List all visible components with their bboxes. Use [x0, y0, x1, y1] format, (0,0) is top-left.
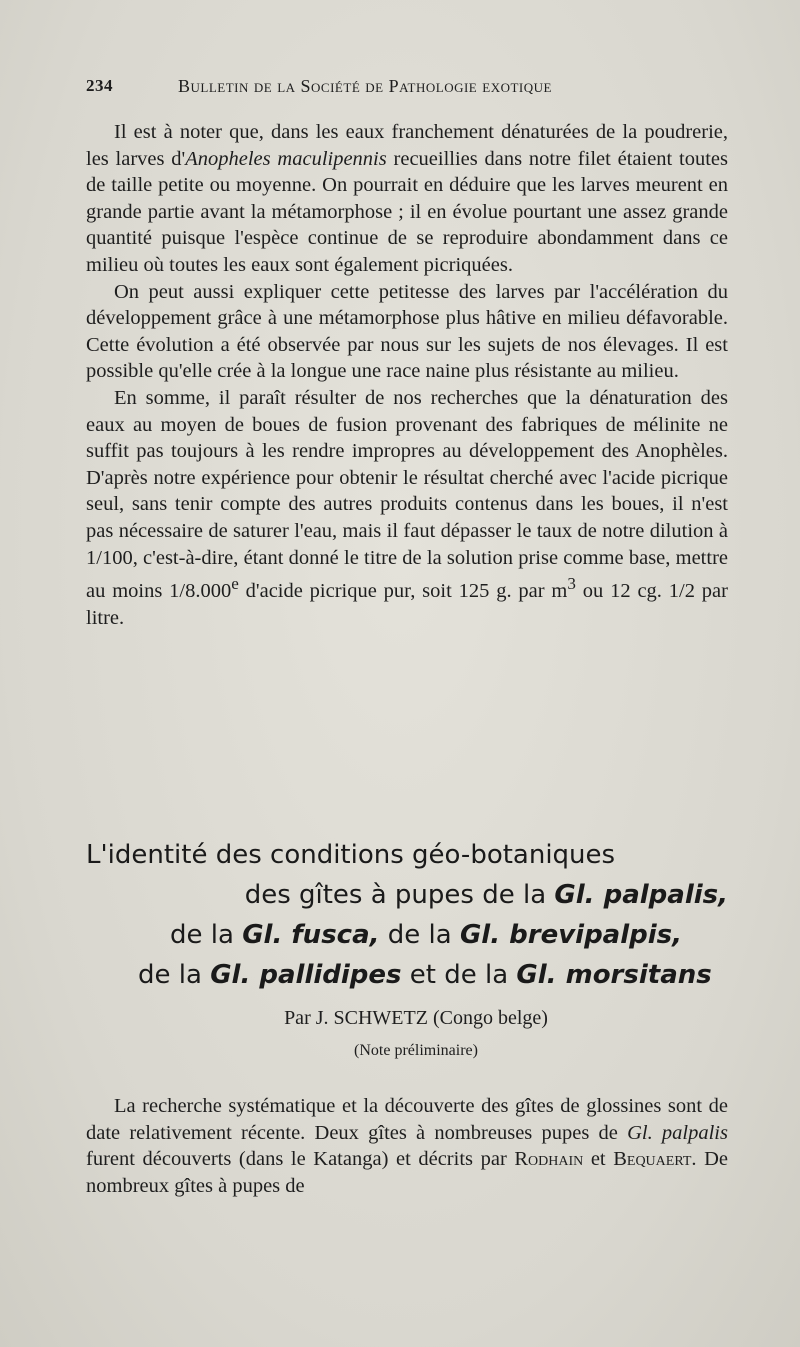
page-header [86, 76, 746, 102]
species-name: Gl. palpalis, [554, 880, 728, 910]
species-name: Gl. fusca, [242, 920, 380, 950]
superscript: 3 [567, 574, 576, 594]
article-note: (Note préliminaire) [354, 1042, 478, 1059]
species-name: Gl. morsitans [516, 960, 712, 990]
paragraph [86, 119, 728, 279]
title-line: L'identité des conditions géo-botaniques [86, 840, 616, 870]
species-name: Gl. brevipalpis, [459, 920, 683, 950]
running-title: Bulletin de la Société de Pathologie exotique [178, 76, 552, 96]
text-run: et [583, 1148, 614, 1171]
paragraph [86, 385, 728, 631]
text-run: En somme, il paraît résulter de nos recherches que la dénaturation des eaux au moyen de boues de fusion provenant des fabriques de mélinite ne suffit pas toujours à les rendre impropres au développement des Anophèles. D'après notre expérience pour obtenir le résultat cherché avec l'acide picrique seul, sans tenir compte des autres produits contenus dans les boues, il n'est pas nécessaire de saturer l'eau, mais il faut dépasser le taux de notre dilution à 1/100, c'est-à-dire, étant donné le titre de la solution prise comme base, mettre au moins 1/8.000 [86, 386, 728, 602]
text-run: de la [379, 920, 460, 950]
author-name: Rodhain [514, 1148, 584, 1171]
text-run: ou 12 cg. 1/2 par litre. [86, 579, 728, 629]
article-body [86, 1093, 728, 1199]
title-line [86, 915, 728, 955]
text-run: de la [170, 920, 243, 950]
text-run: des gîtes à pupes de la [244, 880, 555, 910]
species-name: Anopheles maculipennis [185, 147, 387, 170]
text-run: furent découverts (dans le Katanga) et décrits par [86, 1148, 515, 1171]
paragraph: On peut aussi expliquer cette petitesse des larves par l'accélération du développement grâce à une métamorphose plus hâtive en milieu défavorable. Cette évolution a été observée par nous sur les sujets de nos élevages. Il est possible qu'elle crée à la longue une race naine plus résistante au milieu. [86, 280, 728, 383]
text-run: La recherche systématique et la découverte des gîtes de glossines sont de date relativement récente. Deux gîtes à nombreuses pupes de [86, 1095, 728, 1144]
text-run: de la [138, 960, 211, 990]
page-number: 234 [86, 76, 113, 95]
text-run: et de la [401, 960, 517, 990]
article-title [86, 835, 728, 995]
text-run: recueillies dans notre filet étaient toutes de taille petite ou moyenne. On pourrait en déduire que les larves meurent en grande partie avant la métamorphose ; il en évolue pourtant une assez grande quantité puisque l'espèce continue de se reproduire abondamment dans ce milieu où toutes les eaux sont également picriquées. [86, 147, 728, 276]
title-line [86, 955, 728, 995]
text-run: d'acide picrique pur, soit 125 g. par m [238, 579, 568, 602]
paragraph [86, 1093, 728, 1199]
text-run: . De nombreux gîtes à pupes de [86, 1148, 729, 1197]
section-continuation [86, 119, 728, 631]
species-name: Gl. palpalis [627, 1121, 728, 1144]
superscript: e [231, 574, 239, 594]
species-name: Gl. pallidipes [210, 960, 402, 990]
text-run: Il est à noter que, dans les eaux franchement dénaturées de la poudrerie, les larves d' [86, 121, 728, 170]
author-byline: Par J. SCHWETZ (Congo belge) [284, 1007, 548, 1029]
author-name: Bequaert [613, 1148, 692, 1171]
title-line [86, 875, 728, 915]
